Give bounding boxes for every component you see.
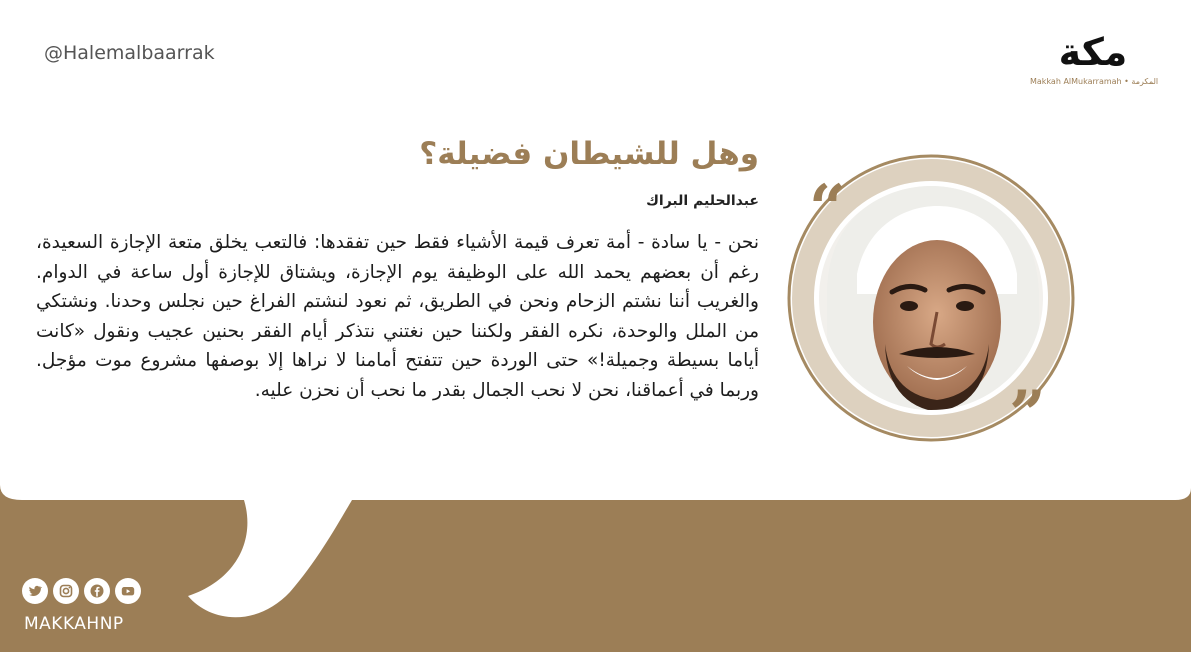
brand-name: MAKKAHNP [24,614,124,634]
author-name: عبدالحليم البراك [646,193,759,209]
logo-subtitle: Makkah AlMukarramah • المكرمة [1030,77,1159,86]
instagram-icon[interactable] [53,578,79,604]
article-title: وهل للشيطان فضيلة؟ [419,136,759,172]
logo-wordmark: مكة [1058,30,1128,74]
author-handle[interactable]: @Halemalbaarrak [44,42,215,64]
article-body: نحن - يا سادة - أمة تعرف قيمة الأشياء فقط حين تفقدها: فالتعب يخلق متعة الإجازة السعيدة، رغم أن بعضهم يحمد الله على الوظيفة يوم الإجازة، ويشتاق للإجازة أول ساعة في الدوام. والغريب أننا نشتم الزحام ونحن في الطريق، ثم نعود لنشتم الفراغ حين نجلس وحدنا. ونشتكي من الملل والوحدة، نكره الفقر ولكننا حين نغتني نتذكر أيام الفقر بحنين عجيب ونقول «كانت أياما بسيطة وجميلة!» حتى الوردة حين تتفتح أمامنا لا نراها إلا بوصفها مشروع موت مؤجل. وربما في أعماقنا، نحن لا نحب الجمال بقدر ما نحب أن نحزن عليه. [36,232,759,401]
facebook-icon[interactable] [84,578,110,604]
social-icons [22,578,141,606]
author-photo [787,154,1075,442]
twitter-icon[interactable] [22,578,48,604]
makkah-logo [1030,30,1159,90]
open-quote-icon: “ [809,171,846,246]
youtube-icon[interactable] [115,578,141,604]
close-quote-icon: ” [1009,377,1046,442]
